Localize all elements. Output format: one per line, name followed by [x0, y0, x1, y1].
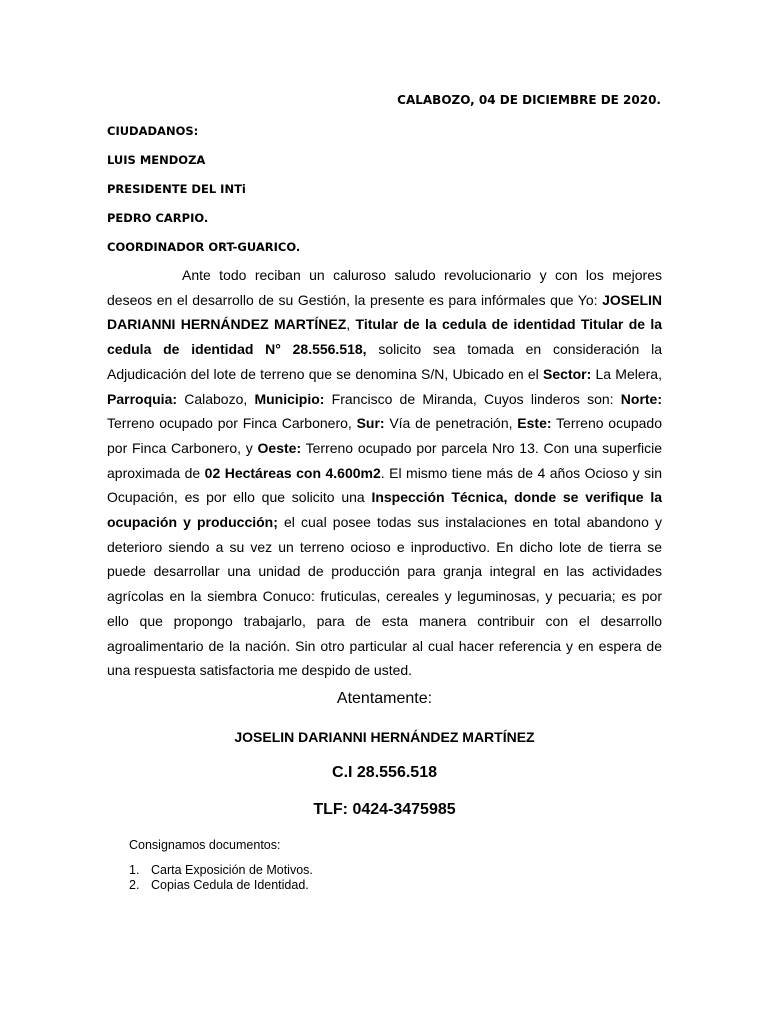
letter-date: CALABOZO, 04 DE DICIEMBRE DE 2020.: [397, 93, 661, 107]
land-area: 02 Hectáreas con 4.600m2: [204, 464, 381, 481]
norte-label: Norte:: [620, 390, 663, 407]
applicant-name: JOSELIN DARIANNI HERNÁNDEZ MARTÍNEZ: [107, 291, 662, 333]
parroquia-value: Calabozo,: [177, 390, 255, 407]
body-text-3: solicito sea tomada en consideración la Adjudicación del lote de terreno que se denomina S/N, Ubicado en el: [107, 341, 662, 382]
applicant-id: Titular de la cedula de identidad Titular de la cedula de identidad N° 28.556.518,: [107, 316, 663, 358]
attachments-title: Consignamos documentos:: [129, 838, 281, 852]
sector-value: La Melera,: [591, 365, 662, 382]
oeste-value: Terreno ocupado por parcela Nro 13. Con una superficie aproximada de: [107, 439, 662, 481]
body-text-4: . El mismo tiene más de 4 años Ocioso y sin Ocupación, es por ello que solicito una: [107, 464, 662, 506]
recipient-line-5: COORDINADOR ORT-GUARICO.: [107, 240, 301, 254]
recipient-line-1: CIUDADANOS:: [107, 124, 199, 138]
este-label: Este:: [517, 415, 552, 432]
sur-value: Vía de penetración,: [384, 415, 518, 432]
sector-label: Sector:: [543, 365, 592, 382]
signer-name: JOSELIN DARIANNI HERNÁNDEZ MARTÍNEZ: [234, 729, 535, 745]
recipient-line-3: PRESIDENTE DEL INTi: [107, 182, 246, 196]
sur-label: Sur:: [356, 415, 385, 432]
parroquia-label: Parroquia:: [107, 390, 178, 407]
inspection-request: Inspección Técnica, donde se verifique la ocupación y producción;: [107, 489, 662, 531]
oeste-label: Oeste:: [257, 439, 302, 456]
municipio-label: Municipio:: [254, 390, 325, 407]
signer-phone: TLF: 0424-3475985: [313, 801, 456, 818]
recipient-line-2: LUIS MENDOZA: [107, 153, 206, 167]
attachments-list: [129, 863, 313, 893]
list-item-number: 2.: [129, 878, 140, 892]
list-item-label: Copias Cedula de Identidad.: [151, 878, 309, 892]
list-item: [129, 878, 313, 893]
municipio-value: Francisco de Miranda, Cuyos linderos son:: [324, 390, 621, 407]
list-item-number: 1.: [129, 863, 140, 877]
este-value: Terreno ocupado por Finca Carbonero, y: [107, 415, 663, 456]
recipient-line-4: PEDRO CARPIO.: [107, 211, 209, 225]
signer-id: C.I 28.556.518: [332, 764, 437, 781]
body-text-5: el cual posee todas sus instalaciones en total abandono y deterioro siendo a su vez un terreno ocioso e inproductivo. En dicho lote de tierra se puede desarrollar una unidad de producción para granja integral en las actividades agrícolas en la siembra Conuco: fruticulas, cereales y leguminosas, y pecuaria; es por ello que propongo trabajarlo, para de esta manera contribuir con el desarrollo agroalimentario de la nación. Sin otro particular al cual hacer referencia y en espera de una respuesta satisfactoria me despido de usted.: [107, 514, 662, 679]
list-item-label: Carta Exposición de Motivos.: [151, 863, 313, 877]
body-text-2: ,: [346, 316, 356, 333]
closing-salutation: Atentamente:: [336, 690, 433, 707]
letter-body: [107, 263, 662, 683]
body-text-1: Ante todo reciban un caluroso saludo revolucionario y con los mejores deseos en el desarrollo de su Gestión, la presente es para infórmales que Yo:: [107, 267, 662, 308]
list-item: [129, 863, 313, 878]
norte-value: Terreno ocupado por Finca Carbonero,: [107, 415, 357, 432]
